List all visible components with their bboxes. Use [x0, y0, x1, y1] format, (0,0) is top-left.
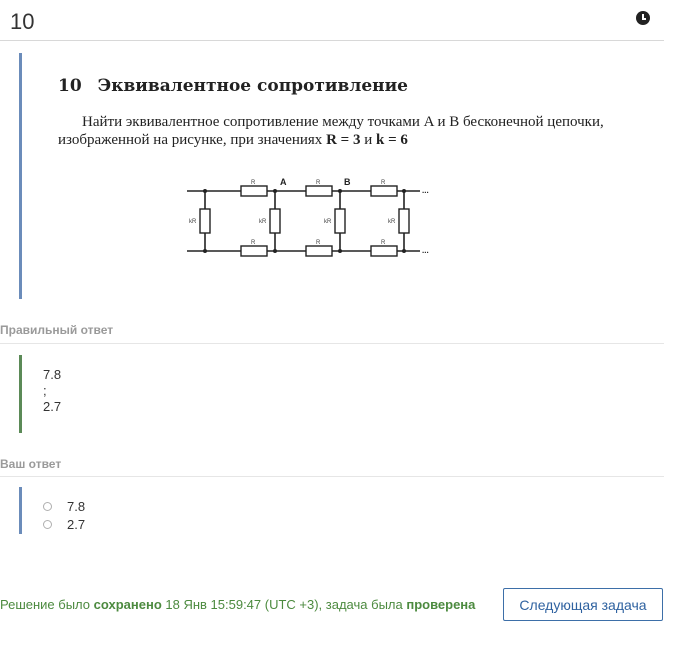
resistor-top-1: [241, 186, 267, 196]
resistor-shunt-1: [200, 209, 210, 233]
label-r: R: [381, 180, 386, 186]
point-a-label: A: [280, 177, 287, 187]
label-r: R: [251, 180, 256, 186]
r-value: R = 3: [326, 132, 361, 148]
label-r: R: [316, 240, 321, 246]
point-a: A: [423, 114, 434, 130]
your-answer-block: [19, 487, 322, 534]
point-b: B: [449, 114, 460, 130]
submission-status: [0, 597, 475, 612]
divider: [0, 476, 664, 477]
statement-text: бесконечной цепочки, изображенной на рисунке, при значениях: [58, 114, 604, 148]
answer-option-label: 7.8: [67, 498, 86, 514]
resistor-shunt-2: [270, 209, 280, 233]
problem-statement: [58, 113, 643, 149]
your-answer-label: Ваш ответ: [0, 457, 62, 471]
ellipsis-top: ...: [422, 186, 429, 195]
divider: [0, 343, 664, 344]
problem-block: [19, 53, 662, 299]
problem-number: 10: [58, 76, 82, 96]
correct-answer-line: ;: [43, 383, 47, 398]
status-checked: проверена: [406, 597, 476, 612]
next-task-button[interactable]: Следующая задача: [503, 588, 663, 621]
correct-answer-line: 2.7: [43, 399, 62, 414]
problem-title: [58, 76, 408, 96]
resistor-top-3: [371, 186, 397, 196]
task-header: [0, 0, 664, 41]
problem-title-text: Эквивалентное сопротивление: [97, 76, 408, 96]
label-kr: kR: [324, 219, 332, 225]
answer-option[interactable]: [43, 498, 85, 514]
k-value: k = 6: [375, 132, 408, 148]
label-kr: kR: [259, 219, 267, 225]
statement-text: и: [433, 114, 450, 130]
resistor-bottom-3: [371, 246, 397, 256]
resistor-shunt-4: [399, 209, 409, 233]
resistor-bottom-1: [241, 246, 267, 256]
resistor-bottom-2: [306, 246, 332, 256]
label-kr: kR: [189, 219, 197, 225]
label-kr: kR: [388, 219, 396, 225]
answer-option-label: 2.7: [67, 516, 86, 532]
circuit-diagram: [182, 175, 432, 265]
correct-answer-label: Правильный ответ: [0, 323, 114, 337]
statement-text: Найти эквивалентное сопротивление между точками: [82, 114, 424, 130]
correct-answer-block: [19, 355, 322, 433]
label-r: R: [316, 180, 321, 186]
label-r: R: [381, 240, 386, 246]
answer-option[interactable]: [43, 516, 85, 532]
resistor-shunt-3: [335, 209, 345, 233]
status-text: Решение было: [0, 597, 94, 612]
statement-text: и: [360, 132, 376, 148]
resistor-top-2: [306, 186, 332, 196]
radio-button[interactable]: [43, 520, 52, 529]
radio-button[interactable]: [43, 502, 52, 511]
task-number: 10: [10, 9, 35, 34]
status-saved: сохранено: [93, 597, 162, 612]
clock-icon: [636, 11, 650, 25]
point-b-label: B: [344, 177, 351, 187]
ellipsis-bottom: ...: [422, 246, 429, 255]
correct-answer-line: 7.8: [43, 367, 62, 382]
status-text: 18 Янв 15:59:47 (UTC +3), задача была: [161, 597, 407, 612]
label-r: R: [251, 240, 256, 246]
